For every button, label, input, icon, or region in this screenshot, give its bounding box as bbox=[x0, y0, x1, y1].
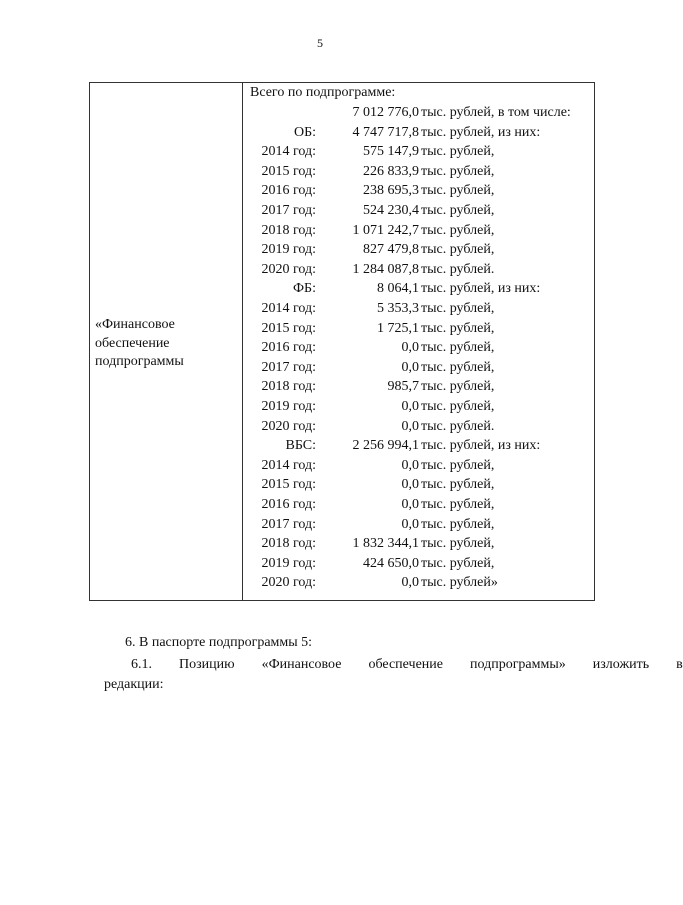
row-value: 1 832 344,1 bbox=[352, 536, 419, 552]
table-row bbox=[90, 475, 594, 495]
row-label: ВБС: bbox=[285, 438, 316, 454]
row-unit: тыс. рублей, bbox=[421, 457, 495, 473]
word: изложить bbox=[592, 657, 650, 672]
table-row bbox=[90, 162, 594, 182]
row-label: 2014 год: bbox=[261, 144, 316, 160]
row-unit: тыс. рублей, bbox=[421, 497, 495, 512]
row-value: 0,0 bbox=[401, 399, 419, 414]
paragraph-6-1 bbox=[104, 655, 683, 695]
word: 6.1. bbox=[131, 657, 152, 672]
table-row bbox=[90, 221, 594, 241]
row-label: 2014 год: bbox=[261, 457, 316, 473]
table-row bbox=[90, 240, 594, 260]
row-value: 0,0 bbox=[401, 457, 419, 473]
table-row bbox=[90, 377, 594, 397]
row-unit: тыс. рублей, bbox=[421, 536, 495, 552]
table-row bbox=[90, 338, 594, 358]
row-label: 2015 год: bbox=[261, 163, 316, 179]
row-label: 2014 год: bbox=[261, 301, 316, 316]
row-unit: тыс. рублей, bbox=[421, 144, 495, 160]
row-label: 2019 год: bbox=[261, 399, 316, 414]
row-label: 2017 год: bbox=[261, 516, 316, 532]
table-row bbox=[90, 181, 594, 201]
table-header: Всего по подпрограмме: bbox=[250, 85, 396, 100]
row-label: 2017 год: bbox=[261, 359, 316, 375]
table-row bbox=[90, 417, 594, 437]
row-value: 0,0 bbox=[401, 575, 419, 591]
row-value: 0,0 bbox=[401, 497, 419, 512]
page-number: 5 bbox=[317, 36, 323, 50]
row-unit: тыс. рублей, bbox=[421, 183, 495, 199]
row-value: 524 230,4 bbox=[363, 203, 419, 218]
row-unit: тыс. рублей, bbox=[421, 555, 495, 571]
row-value: 1 725,1 bbox=[377, 320, 419, 336]
row-value: 1 071 242,7 bbox=[352, 222, 419, 238]
row-value: 4 747 717,8 bbox=[352, 124, 419, 140]
paragraph-6-1-line-1 bbox=[104, 655, 683, 675]
table-row bbox=[90, 260, 594, 280]
row-label: 2020 год: bbox=[261, 261, 316, 277]
row-label: 2016 год: bbox=[261, 340, 316, 356]
table-row bbox=[90, 358, 594, 378]
word: Позицию bbox=[179, 657, 235, 672]
row-label: ОБ: bbox=[293, 124, 316, 140]
table-row bbox=[90, 573, 594, 593]
row-value: 0,0 bbox=[401, 340, 419, 356]
row-unit: тыс. рублей, bbox=[421, 301, 495, 316]
row-unit: тыс. рублей, bbox=[421, 163, 495, 179]
row-value: 0,0 bbox=[401, 477, 419, 493]
row-value: 827 479,8 bbox=[363, 242, 419, 258]
row-value: 226 833,9 bbox=[363, 163, 419, 179]
row-unit: тыс. рублей, из них: bbox=[421, 438, 541, 454]
row-unit: тыс. рублей, bbox=[421, 340, 495, 356]
word: подпрограммы» bbox=[469, 657, 566, 672]
row-unit: тыс. рублей, bbox=[421, 320, 495, 336]
row-value: 8 064,1 bbox=[377, 281, 419, 297]
table-row bbox=[90, 397, 594, 417]
row-label: 2018 год: bbox=[261, 379, 316, 395]
table-row bbox=[90, 319, 594, 339]
row-unit: тыс. рублей, bbox=[421, 379, 495, 395]
row-label: ФБ: bbox=[293, 281, 316, 297]
financing-table bbox=[89, 82, 595, 601]
table-row bbox=[90, 299, 594, 319]
row-label: 2020 год: bbox=[261, 418, 316, 434]
table-row bbox=[90, 456, 594, 476]
row-unit: тыс. рублей, bbox=[421, 399, 495, 414]
row-value: 985,7 bbox=[387, 379, 419, 395]
row-unit: тыс. рублей, bbox=[421, 477, 495, 493]
row-unit: тыс. рублей. bbox=[421, 418, 495, 434]
row-value: 575 147,9 bbox=[363, 144, 419, 160]
row-label: 2015 год: bbox=[261, 320, 316, 336]
row-value: 2 256 994,1 bbox=[352, 438, 419, 454]
row-unit: тыс. рублей» bbox=[421, 575, 498, 591]
row-value: 5 353,3 bbox=[377, 301, 419, 316]
row-value: 0,0 bbox=[401, 359, 419, 375]
row-value: 238 695,3 bbox=[363, 183, 419, 199]
table-row bbox=[90, 123, 594, 143]
row-unit: тыс. рублей, в том числе: bbox=[421, 105, 571, 120]
row-unit: тыс. рублей, bbox=[421, 516, 495, 532]
row-unit: тыс. рублей, из них: bbox=[421, 281, 541, 297]
paragraph-6: 6. В паспорте подпрограммы 5: bbox=[125, 635, 313, 650]
position-label-line: обеспечение bbox=[95, 335, 170, 351]
word: в bbox=[676, 657, 683, 672]
row-unit: тыс. рублей. bbox=[421, 261, 495, 277]
position-label-line: «Финансовое bbox=[95, 317, 175, 332]
row-label: 2019 год: bbox=[261, 555, 316, 571]
table-row bbox=[90, 279, 594, 299]
row-unit: тыс. рублей, из них: bbox=[421, 124, 541, 140]
row-unit: тыс. рублей, bbox=[421, 359, 495, 375]
table-row bbox=[90, 142, 594, 162]
row-unit: тыс. рублей, bbox=[421, 222, 495, 238]
word: «Финансовое bbox=[261, 657, 342, 672]
paragraph-6-1-line-2: редакции: bbox=[104, 677, 164, 692]
row-label: 2015 год: bbox=[261, 477, 316, 493]
table-row bbox=[90, 103, 594, 123]
row-value: 7 012 776,0 bbox=[352, 105, 419, 120]
table-row bbox=[90, 201, 594, 221]
row-label: 2018 год: bbox=[261, 222, 316, 238]
row-value: 424 650,0 bbox=[363, 555, 419, 571]
position-label-line: подпрограммы bbox=[95, 354, 184, 369]
row-label: 2016 год: bbox=[261, 183, 316, 199]
row-label: 2016 год: bbox=[261, 497, 316, 512]
row-label: 2020 год: bbox=[261, 575, 316, 591]
word: обеспечение bbox=[368, 657, 443, 672]
table-row bbox=[90, 554, 594, 574]
row-value: 0,0 bbox=[401, 418, 419, 434]
table-row bbox=[90, 495, 594, 515]
row-label: 2018 год: bbox=[261, 536, 316, 552]
table-row bbox=[90, 515, 594, 535]
table-header-row bbox=[90, 83, 594, 103]
row-unit: тыс. рублей, bbox=[421, 203, 495, 218]
table-row bbox=[90, 534, 594, 554]
table-row bbox=[90, 436, 594, 456]
row-label: 2017 год: bbox=[261, 203, 316, 218]
row-label: 2019 год: bbox=[261, 242, 316, 258]
row-value: 1 284 087,8 bbox=[352, 261, 419, 277]
row-value: 0,0 bbox=[401, 516, 419, 532]
row-unit: тыс. рублей, bbox=[421, 242, 495, 258]
